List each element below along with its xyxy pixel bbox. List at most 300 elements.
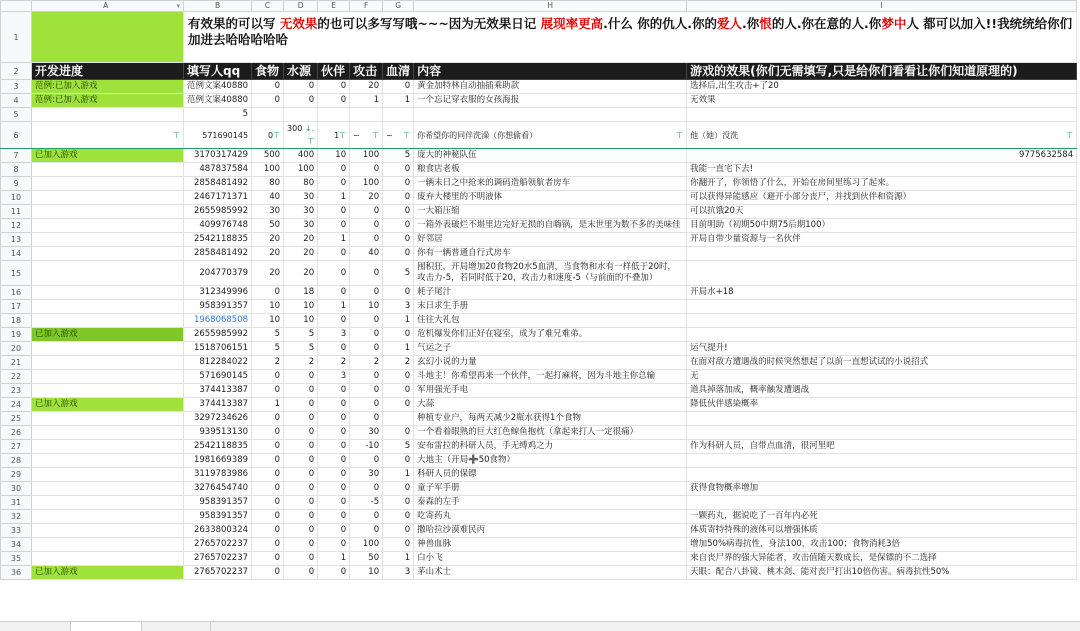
- filter-icon[interactable]: ⊤: [372, 130, 380, 140]
- cell-progress[interactable]: [32, 219, 184, 233]
- cell-progress[interactable]: [32, 247, 184, 261]
- cell-effect[interactable]: [687, 412, 1077, 426]
- cell-d[interactable]: 5: [284, 342, 318, 356]
- cell-d[interactable]: 20: [284, 261, 318, 286]
- cell-qq[interactable]: 312349996: [184, 286, 252, 300]
- header-serum[interactable]: 血清: [383, 63, 414, 80]
- row-number[interactable]: 30: [1, 482, 32, 496]
- cell-progress[interactable]: [32, 356, 184, 370]
- cell-g[interactable]: 0: [383, 233, 414, 247]
- cell-g[interactable]: 3: [383, 300, 414, 314]
- cell-content[interactable]: 你有一辆普通自行式房车: [414, 247, 687, 261]
- row-number[interactable]: 8: [1, 163, 32, 177]
- cell-f[interactable]: 0: [350, 261, 383, 286]
- cell-effect[interactable]: 降低伙伴感染概率: [687, 398, 1077, 412]
- cell-qq[interactable]: 812284022: [184, 356, 252, 370]
- cell-e[interactable]: 0: [318, 454, 350, 468]
- cell-progress[interactable]: 范例:已加入游戏: [32, 80, 184, 94]
- cell-qq[interactable]: 2542118835: [184, 440, 252, 454]
- cell-qq[interactable]: 1518706151: [184, 342, 252, 356]
- cell-content[interactable]: 童子军手册: [414, 482, 687, 496]
- cell-c[interactable]: 0: [252, 538, 284, 552]
- filter-cell-g[interactable]: [383, 122, 414, 149]
- cell-progress[interactable]: [32, 440, 184, 454]
- cell-content[interactable]: 粮食店老板: [414, 163, 687, 177]
- cell-f[interactable]: 2: [350, 356, 383, 370]
- cell-effect[interactable]: 开局水+18: [687, 286, 1077, 300]
- cell-progress[interactable]: [32, 205, 184, 219]
- cell-g[interactable]: 0: [383, 524, 414, 538]
- cell-g[interactable]: [383, 108, 414, 122]
- cell-c[interactable]: 0: [252, 524, 284, 538]
- cell-qq[interactable]: 1981669389: [184, 454, 252, 468]
- cell-c[interactable]: 100: [252, 163, 284, 177]
- column-header-h[interactable]: H: [414, 1, 687, 12]
- cell-f[interactable]: 30: [350, 426, 383, 440]
- row-number[interactable]: 1: [1, 12, 32, 63]
- cell-g[interactable]: 0: [383, 370, 414, 384]
- filter-icon[interactable]: ⊤: [676, 130, 684, 140]
- cell-qq[interactable]: 374413387: [184, 384, 252, 398]
- cell-f[interactable]: 10: [350, 300, 383, 314]
- cell-content[interactable]: 种植专业户，每两天减少2瓶水获得1个食物: [414, 412, 687, 426]
- cell-g[interactable]: 0: [383, 163, 414, 177]
- cell-progress[interactable]: [32, 384, 184, 398]
- cell-qq[interactable]: 571690145: [184, 370, 252, 384]
- cell-content[interactable]: 危机爆发你们正好在寝室，成为了难兄难弟。: [414, 328, 687, 342]
- cell-e[interactable]: 0: [318, 524, 350, 538]
- cell-c[interactable]: 500: [252, 149, 284, 163]
- cell-c[interactable]: 0: [252, 412, 284, 426]
- cell-f[interactable]: 0: [350, 314, 383, 328]
- cell-effect[interactable]: [687, 454, 1077, 468]
- cell-g[interactable]: 0: [383, 286, 414, 300]
- cell-g[interactable]: 1: [383, 94, 414, 108]
- row-number[interactable]: 10: [1, 191, 32, 205]
- cell-d[interactable]: 0: [284, 370, 318, 384]
- cell-qq[interactable]: 1968068508: [184, 314, 252, 328]
- cell-effect[interactable]: 选择后,出生攻击+了20: [687, 80, 1077, 94]
- cell-effect[interactable]: 无效果: [687, 94, 1077, 108]
- cell-e[interactable]: 0: [318, 247, 350, 261]
- cell-content[interactable]: 茅山术士: [414, 566, 687, 580]
- filter-cell-f[interactable]: [350, 122, 383, 149]
- filter-icon[interactable]: ⊤: [1066, 130, 1074, 140]
- cell-qq[interactable]: 3170317429: [184, 149, 252, 163]
- cell-e[interactable]: 1: [318, 233, 350, 247]
- cell-f[interactable]: 0: [350, 510, 383, 524]
- cell-c[interactable]: 0: [252, 468, 284, 482]
- cell-g[interactable]: 0: [383, 482, 414, 496]
- cell-c[interactable]: 0: [252, 80, 284, 94]
- cell-f[interactable]: 0: [350, 454, 383, 468]
- cell-c[interactable]: 0: [252, 440, 284, 454]
- cell-effect[interactable]: 在面对敌方遭遇战的时候突然想起了以前一直想试试的小说招式: [687, 356, 1077, 370]
- cell-g[interactable]: 0: [383, 328, 414, 342]
- cell-f[interactable]: 0: [350, 482, 383, 496]
- cell-effect[interactable]: 你翻开了，你领悟了什么，开始在房间里练习了起来。: [687, 177, 1077, 191]
- cell-c[interactable]: 0: [252, 286, 284, 300]
- cell-c[interactable]: 0: [252, 94, 284, 108]
- cell-content[interactable]: 吃寄药丸: [414, 510, 687, 524]
- cell-e[interactable]: 0: [318, 177, 350, 191]
- header-content[interactable]: 内容: [414, 63, 687, 80]
- cell-f[interactable]: 0: [350, 342, 383, 356]
- cell-c[interactable]: 2: [252, 356, 284, 370]
- header-partner[interactable]: 伙伴: [318, 63, 350, 80]
- cell-qq[interactable]: 2655985992: [184, 328, 252, 342]
- cell-progress[interactable]: [32, 510, 184, 524]
- cell-e[interactable]: 10: [318, 149, 350, 163]
- row-number[interactable]: 27: [1, 440, 32, 454]
- cell-progress[interactable]: [32, 370, 184, 384]
- banner-cell-a[interactable]: [32, 12, 184, 63]
- cell-content[interactable]: 一个看着眼熟的巨大红色鲸鱼抱枕（拿起来打人一定很痛）: [414, 426, 687, 440]
- column-header-a[interactable]: [32, 1, 184, 12]
- cell-f[interactable]: 0: [350, 524, 383, 538]
- cell-effect[interactable]: [687, 108, 1077, 122]
- select-all-corner[interactable]: [1, 1, 32, 12]
- cell-g[interactable]: 0: [383, 496, 414, 510]
- cell-f[interactable]: 0: [350, 384, 383, 398]
- cell-d[interactable]: 0: [284, 482, 318, 496]
- cell-qq[interactable]: 204770379: [184, 261, 252, 286]
- cell-content[interactable]: 一大箱压缩: [414, 205, 687, 219]
- cell-f[interactable]: 0: [350, 370, 383, 384]
- cell-g[interactable]: 0: [383, 80, 414, 94]
- cell-progress[interactable]: [32, 538, 184, 552]
- row-number[interactable]: 6: [1, 122, 32, 149]
- cell-progress[interactable]: [32, 163, 184, 177]
- cell-qq[interactable]: 3276454740: [184, 482, 252, 496]
- cell-c[interactable]: 80: [252, 177, 284, 191]
- row-number[interactable]: 28: [1, 454, 32, 468]
- column-header-c[interactable]: C: [252, 1, 284, 12]
- cell-content[interactable]: 庞大的神秘队伍: [414, 149, 687, 163]
- filter-cell-h[interactable]: [414, 122, 687, 149]
- cell-f[interactable]: 0: [350, 412, 383, 426]
- cell-qq[interactable]: 3119783986: [184, 468, 252, 482]
- column-header-i[interactable]: I: [687, 1, 1077, 12]
- cell-effect[interactable]: [687, 426, 1077, 440]
- cell-c[interactable]: 0: [252, 384, 284, 398]
- cell-d[interactable]: 0: [284, 538, 318, 552]
- sheet-tab[interactable]: [70, 622, 142, 631]
- cell-effect[interactable]: 运气提升!: [687, 342, 1077, 356]
- row-number[interactable]: 7: [1, 149, 32, 163]
- column-header-e[interactable]: E: [318, 1, 350, 12]
- cell-e[interactable]: 0: [318, 538, 350, 552]
- cell-d[interactable]: 0: [284, 454, 318, 468]
- cell-d[interactable]: 0: [284, 440, 318, 454]
- cell-g[interactable]: 0: [383, 398, 414, 412]
- cell-qq[interactable]: 范例文案40880: [184, 80, 252, 94]
- cell-content[interactable]: 撒哈拉沙漠难民丙: [414, 524, 687, 538]
- cell-effect[interactable]: 道具掉落加成，概率触发遭遇战: [687, 384, 1077, 398]
- cell-effect[interactable]: 目前明助（初期50中期75后期100）: [687, 219, 1077, 233]
- cell-effect[interactable]: [687, 247, 1077, 261]
- cell-effect[interactable]: 我能一直宅下去!: [687, 163, 1077, 177]
- cell-effect[interactable]: [687, 149, 1077, 163]
- cell-g[interactable]: 0: [383, 384, 414, 398]
- cell-d[interactable]: 30: [284, 191, 318, 205]
- cell-qq[interactable]: 487837584: [184, 163, 252, 177]
- column-header-g[interactable]: G: [383, 1, 414, 12]
- row-number[interactable]: 5: [1, 108, 32, 122]
- cell-content[interactable]: 斗地主！你希望再来一个伙伴，一起打麻将，因为斗地主你总输: [414, 370, 687, 384]
- sort-desc-icon[interactable]: ↓.: [302, 124, 315, 133]
- cell-progress[interactable]: 已加入游戏: [32, 149, 184, 163]
- column-header-b[interactable]: B: [184, 1, 252, 12]
- cell-d[interactable]: 100: [284, 163, 318, 177]
- cell-content[interactable]: 好邻居: [414, 233, 687, 247]
- cell-c[interactable]: 1: [252, 398, 284, 412]
- row-number[interactable]: 29: [1, 468, 32, 482]
- cell-c[interactable]: 0: [252, 454, 284, 468]
- cell-c[interactable]: 0: [252, 566, 284, 580]
- cell-g[interactable]: 5: [383, 149, 414, 163]
- cell-g[interactable]: 5: [383, 261, 414, 286]
- cell-c[interactable]: 0: [252, 496, 284, 510]
- cell-qq[interactable]: 409976748: [184, 219, 252, 233]
- cell-d[interactable]: 0: [284, 552, 318, 566]
- row-number[interactable]: 35: [1, 552, 32, 566]
- cell-f[interactable]: 0: [350, 205, 383, 219]
- cell-e[interactable]: 0: [318, 426, 350, 440]
- cell-e[interactable]: 1: [318, 300, 350, 314]
- cell-e[interactable]: 0: [318, 468, 350, 482]
- cell-f[interactable]: 1: [350, 94, 383, 108]
- cell-progress[interactable]: [32, 426, 184, 440]
- cell-effect[interactable]: 作为科研人员，自带点血清，很河里吧: [687, 440, 1077, 454]
- cell-d[interactable]: 400: [284, 149, 318, 163]
- cell-content[interactable]: [414, 108, 687, 122]
- cell-c[interactable]: 0: [252, 552, 284, 566]
- cell-c[interactable]: 50: [252, 219, 284, 233]
- cell-progress[interactable]: [32, 300, 184, 314]
- cell-f[interactable]: 0: [350, 328, 383, 342]
- cell-c[interactable]: [252, 108, 284, 122]
- row-number[interactable]: 3: [1, 80, 32, 94]
- cell-effect[interactable]: [687, 328, 1077, 342]
- cell-f[interactable]: -5: [350, 496, 383, 510]
- cell-effect[interactable]: 来自丧尸界的强大异能者，攻击值随天数成长，是保镖的不二选择: [687, 552, 1077, 566]
- cell-content[interactable]: 玄幻小说的力量: [414, 356, 687, 370]
- filter-cell-c[interactable]: [252, 122, 284, 149]
- cell-f[interactable]: 40: [350, 247, 383, 261]
- cell-d[interactable]: 5: [284, 328, 318, 342]
- cell-effect[interactable]: [687, 261, 1077, 286]
- cell-d[interactable]: 0: [284, 384, 318, 398]
- header-food[interactable]: 食物: [252, 63, 284, 80]
- cell-progress[interactable]: [32, 482, 184, 496]
- column-header-d[interactable]: D: [284, 1, 318, 12]
- cell-effect[interactable]: 天眼：配合八卦镜、桃木剑、能对丧尸打出10倍伤害。病毒抗性50%: [687, 566, 1077, 580]
- cell-e[interactable]: 0: [318, 219, 350, 233]
- cell-f[interactable]: 0: [350, 286, 383, 300]
- cell-effect[interactable]: 可以获得异能感应（避开小部分丧尸，并找到伙伴和资源）: [687, 191, 1077, 205]
- cell-progress[interactable]: 已加入游戏: [32, 398, 184, 412]
- row-number[interactable]: 18: [1, 314, 32, 328]
- cell-progress[interactable]: [32, 524, 184, 538]
- row-number[interactable]: 22: [1, 370, 32, 384]
- cell-f[interactable]: 20: [350, 80, 383, 94]
- cell-c[interactable]: 10: [252, 300, 284, 314]
- cell-d[interactable]: 0: [284, 468, 318, 482]
- cell-f[interactable]: 0: [350, 219, 383, 233]
- cell-g[interactable]: 1: [383, 468, 414, 482]
- cell-c[interactable]: 40: [252, 191, 284, 205]
- cell-c[interactable]: 5: [252, 342, 284, 356]
- cell-progress[interactable]: [32, 177, 184, 191]
- cell-effect[interactable]: [687, 300, 1077, 314]
- cell-qq[interactable]: 958391357: [184, 496, 252, 510]
- cell-c[interactable]: 0: [252, 482, 284, 496]
- cell-f[interactable]: 100: [350, 149, 383, 163]
- cell-d[interactable]: 30: [284, 205, 318, 219]
- filter-icon[interactable]: ⊤: [273, 130, 281, 140]
- filter-cell-a[interactable]: [32, 122, 184, 149]
- row-number[interactable]: 25: [1, 412, 32, 426]
- cell-d[interactable]: 18: [284, 286, 318, 300]
- cell-d[interactable]: 0: [284, 566, 318, 580]
- cell-d[interactable]: 20: [284, 233, 318, 247]
- cell-g[interactable]: 1: [383, 314, 414, 328]
- cell-content[interactable]: 一箱外表破烂不堪里边完好无损的自嗨锅，是末世里为数不多的美味佳: [414, 219, 687, 233]
- cell-d[interactable]: [284, 108, 318, 122]
- cell-e[interactable]: 1: [318, 552, 350, 566]
- cell-e[interactable]: 0: [318, 286, 350, 300]
- cell-c[interactable]: 5: [252, 328, 284, 342]
- cell-d[interactable]: 2: [284, 356, 318, 370]
- row-number[interactable]: 24: [1, 398, 32, 412]
- row-number[interactable]: 2: [1, 63, 32, 80]
- cell-progress[interactable]: 已加入游戏: [32, 566, 184, 580]
- cell-d[interactable]: 0: [284, 496, 318, 510]
- cell-g[interactable]: [383, 412, 414, 426]
- cell-progress[interactable]: [32, 261, 184, 286]
- cell-e[interactable]: 0: [318, 398, 350, 412]
- cell-qq[interactable]: 2765702237: [184, 552, 252, 566]
- cell-c[interactable]: 10: [252, 314, 284, 328]
- cell-progress[interactable]: [32, 454, 184, 468]
- cell-content[interactable]: 科研人员的保镖: [414, 468, 687, 482]
- cell-c[interactable]: 20: [252, 247, 284, 261]
- cell-e[interactable]: 0: [318, 510, 350, 524]
- cell-content[interactable]: 住往大礼包: [414, 314, 687, 328]
- cell-f[interactable]: 20: [350, 191, 383, 205]
- header-attack[interactable]: 攻击: [350, 63, 383, 80]
- row-number[interactable]: 32: [1, 510, 32, 524]
- cell-progress[interactable]: [32, 412, 184, 426]
- cell-content[interactable]: 一个忘记穿衣服的女孩海报: [414, 94, 687, 108]
- cell-qq[interactable]: 范例文案40880: [184, 94, 252, 108]
- chevron-down-icon[interactable]: ▾: [176, 2, 180, 10]
- cell-progress[interactable]: [32, 286, 184, 300]
- row-number[interactable]: 23: [1, 384, 32, 398]
- cell-content[interactable]: 一辆末日之中抢来的调码造船领航者房车: [414, 177, 687, 191]
- row-number[interactable]: 21: [1, 356, 32, 370]
- filter-icon[interactable]: ⊤: [403, 130, 411, 140]
- cell-effect[interactable]: 增加50%病毒抗性，身法100，攻击100；食物消耗3倍: [687, 538, 1077, 552]
- filter-cell-i[interactable]: [687, 122, 1077, 149]
- cell-e[interactable]: 0: [318, 412, 350, 426]
- cell-qq[interactable]: 2633800324: [184, 524, 252, 538]
- row-number[interactable]: 15: [1, 261, 32, 286]
- cell-content[interactable]: 安布雷拉的科研人员，手无缚鸡之力: [414, 440, 687, 454]
- row-number[interactable]: 19: [1, 328, 32, 342]
- cell-e[interactable]: 0: [318, 482, 350, 496]
- cell-f[interactable]: 0: [350, 163, 383, 177]
- cell-effect[interactable]: [687, 496, 1077, 510]
- cell-qq[interactable]: 958391357: [184, 510, 252, 524]
- cell-content[interactable]: 废弃大楼里的不明液体: [414, 191, 687, 205]
- cell-d[interactable]: 30: [284, 219, 318, 233]
- cell-g[interactable]: 0: [383, 205, 414, 219]
- cell-e[interactable]: 0: [318, 496, 350, 510]
- cell-d[interactable]: 0: [284, 426, 318, 440]
- cell-f[interactable]: 100: [350, 177, 383, 191]
- cell-content[interactable]: 神兽血脉: [414, 538, 687, 552]
- cell-content[interactable]: 大蒜: [414, 398, 687, 412]
- row-number[interactable]: 26: [1, 426, 32, 440]
- cell-f[interactable]: 100: [350, 538, 383, 552]
- row-number[interactable]: 12: [1, 219, 32, 233]
- cell-e[interactable]: 1: [318, 191, 350, 205]
- cell-f[interactable]: -10: [350, 440, 383, 454]
- cell-e[interactable]: 0: [318, 384, 350, 398]
- row-number[interactable]: 13: [1, 233, 32, 247]
- cell-f[interactable]: [350, 108, 383, 122]
- cell-g[interactable]: 1: [383, 342, 414, 356]
- cell-g[interactable]: 5: [383, 440, 414, 454]
- row-number[interactable]: 14: [1, 247, 32, 261]
- cell-progress[interactable]: [32, 233, 184, 247]
- row-number[interactable]: 36: [1, 566, 32, 580]
- header-progress[interactable]: 开发进度: [32, 63, 184, 80]
- cell-effect[interactable]: [687, 468, 1077, 482]
- cell-progress[interactable]: [32, 191, 184, 205]
- cell-g[interactable]: 0: [383, 219, 414, 233]
- cell-qq[interactable]: 2467171371: [184, 191, 252, 205]
- cell-progress[interactable]: [32, 552, 184, 566]
- cell-d[interactable]: 10: [284, 314, 318, 328]
- cell-e[interactable]: 0: [318, 566, 350, 580]
- row-number[interactable]: 4: [1, 94, 32, 108]
- cell-progress[interactable]: [32, 468, 184, 482]
- cell-qq[interactable]: 2765702237: [184, 566, 252, 580]
- cell-e[interactable]: 0: [318, 261, 350, 286]
- cell-g[interactable]: 0: [383, 538, 414, 552]
- cell-e[interactable]: [318, 108, 350, 122]
- cell-qq[interactable]: 939513130: [184, 426, 252, 440]
- cell-f[interactable]: 10: [350, 566, 383, 580]
- cell-content[interactable]: 囤积狂，开局增加20食物20水5血清，当食物和水有一样低于20时，攻击力-5，若同时低于20，攻击力和速度-5（与前面的不叠加）: [414, 261, 687, 286]
- cell-e[interactable]: 0: [318, 94, 350, 108]
- row-number[interactable]: 17: [1, 300, 32, 314]
- cell-progress[interactable]: [32, 496, 184, 510]
- cell-d[interactable]: 0: [284, 510, 318, 524]
- cell-c[interactable]: 20: [252, 233, 284, 247]
- cell-f[interactable]: 0: [350, 233, 383, 247]
- cell-c[interactable]: 0: [252, 426, 284, 440]
- header-effect[interactable]: 游戏的效果(你们无需填写,只是给你们看看让你们知道原理的): [687, 63, 1077, 80]
- cell-content[interactable]: 末日求生手册: [414, 300, 687, 314]
- cell-d[interactable]: 0: [284, 80, 318, 94]
- header-water[interactable]: 水源: [284, 63, 318, 80]
- column-header-f[interactable]: F: [350, 1, 383, 12]
- cell-g[interactable]: 2: [383, 356, 414, 370]
